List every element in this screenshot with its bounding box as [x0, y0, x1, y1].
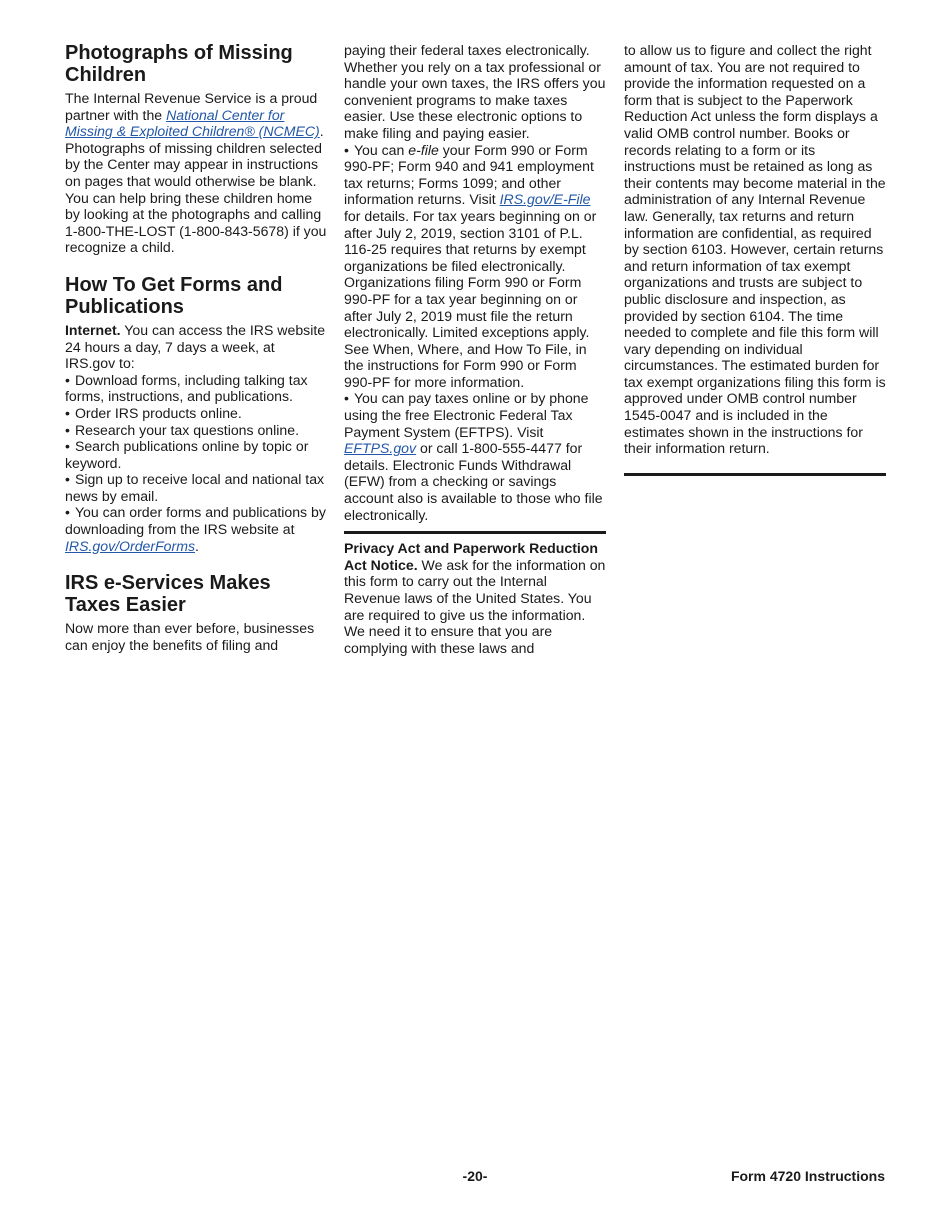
order-forms-text-post: .	[195, 537, 199, 554]
list-item	[65, 471, 327, 504]
eftps-link[interactable]: EFTPS.gov	[344, 440, 417, 457]
internet-label: Internet.	[65, 321, 121, 338]
list-item-text: Order IRS products online.	[74, 404, 242, 421]
bullet-icon: •	[65, 471, 70, 488]
form-title: Form 4720 Instructions	[730, 1168, 885, 1184]
efile-text-pre: You can	[353, 141, 409, 158]
column-3	[624, 42, 886, 476]
eftps-text-post: or call 1-800-555-4477 for details. Electronic Funds Withdrawal (EFW) from a checking or savings account also is available to those who file electronically.	[344, 440, 603, 523]
efile-term: e-file	[408, 141, 439, 158]
forms-publications-heading: How To Get Forms and Publications	[65, 273, 283, 318]
bullet-icon: •	[65, 371, 70, 388]
list-item-text: Download forms, including talking tax forms, instructions, and publications.	[65, 371, 308, 405]
missing-children-text-pre: The Internal Revenue Service is a proud partner with the	[65, 90, 318, 123]
list-item	[65, 422, 327, 439]
bullet-icon: •	[344, 141, 349, 158]
list-item-text: Sign up to receive local and national tax news by email.	[65, 471, 325, 504]
irs-website-list	[65, 372, 327, 555]
efile-text-mid: your Form 990 or Form 990-PF; Form 940 and 941 employment tax returns; Forms 1099; and other information returns. Visit	[344, 141, 594, 208]
privacy-act-label: Privacy Act and Paperwork Reduction Act Notice.	[344, 540, 599, 573]
column-1	[65, 42, 327, 653]
missing-children-heading: Photographs of Missing Children	[65, 42, 293, 86]
electronic-options-list	[344, 142, 606, 524]
ncmec-link[interactable]: National Center for Missing & Exploited Children® (NCMEC)	[65, 106, 320, 140]
bullet-icon: •	[65, 404, 70, 421]
end-divider	[624, 473, 886, 476]
order-forms-link[interactable]: IRS.gov/OrderForms	[65, 537, 196, 554]
internet-paragraph	[65, 322, 327, 372]
bullet-icon: •	[344, 390, 349, 407]
eservices-continued-paragraph: paying their federal taxes electronically. Whether you rely on a tax professional or handle your own taxes, the IRS offers you convenient programs to make taxes easier. Use these electronic options to make filing and paying easier.	[344, 42, 606, 141]
efile-text-post: for details. For tax years beginning on or after July 2, 2019, section 3101 of P.L. 116-25 requires that returns by exempt organizations be filed electronically. Organizations filing Form 990 or Form 990-PF for a tax year beginning on or after July 2, 2019 must file the return electronically. Limited exceptions apply. See When, Where, and How To File, in the instructions for Form 990 or Form 990-PF for more information.	[344, 207, 597, 390]
bullet-icon: •	[65, 421, 70, 438]
privacy-continued-paragraph: to allow us to figure and collect the right amount of tax. You are not required to provide the information requested on a form that is subject to the Paperwork Reduction Act unless the form displays a valid OMB control number. Books or records relating to a form or its instructions must be retained as long as their contents may become material in the administration of any Internal Revenue law. Generally, tax returns and return information are confidential, as required by section 6103. However, certain returns and return information of tax exempt organizations and trusts are subject to public disclosure and inspection, as provided by section 6104. The time needed to complete and file this form will vary depending on individual circumstances. The estimated burden for tax exempt organizations filing this form is approved under OMB control number 1545-0047 and is included in the estimates shown in the instructions for their information return.	[624, 42, 886, 457]
eservices-paragraph: Now more than ever before, businesses can enjoy the benefits of filing and	[65, 620, 315, 653]
section-divider	[344, 531, 606, 534]
eftps-text-pre: You can pay taxes online or by phone using the free Electronic Federal Tax Payment System (EFTPS). Visit	[344, 390, 589, 440]
privacy-act-text: We ask for the information on this form to carry out the Internal Revenue laws of the United States. You are required to give us the information. We need it to ensure that you are complying with these laws and	[344, 556, 606, 656]
missing-children-text-post: . Photographs of missing children selected by the Center may appear in instructions on pages that would otherwise be blank. You can help bring these children home by looking at the photographs and calling 1-800-THE-LOST (1-800-843-5678) if you recognize a child.	[65, 123, 327, 256]
list-item	[344, 390, 606, 523]
list-item-text: Research your tax questions online.	[74, 421, 299, 438]
order-forms-text-pre: You can order forms and publications by downloading from the IRS website at	[65, 504, 326, 538]
irs-efile-link[interactable]: IRS.gov/E-File	[499, 191, 591, 208]
list-item	[65, 504, 327, 554]
page-number: -20-	[462, 1168, 488, 1184]
list-item-text: Search publications online by topic or keyword.	[65, 438, 309, 471]
internet-text: You can access the IRS website 24 hours a day, 7 days a week, at IRS.gov to:	[65, 321, 326, 372]
list-item	[344, 142, 606, 391]
list-item	[65, 372, 327, 405]
privacy-act-paragraph	[344, 540, 606, 656]
bullet-icon: •	[65, 504, 70, 521]
bullet-icon: •	[65, 438, 70, 455]
list-item	[65, 438, 327, 471]
list-item	[65, 405, 327, 422]
missing-children-paragraph	[65, 90, 327, 256]
eservices-heading: IRS e-Services Makes Taxes Easier	[65, 572, 271, 617]
column-2	[344, 42, 606, 656]
